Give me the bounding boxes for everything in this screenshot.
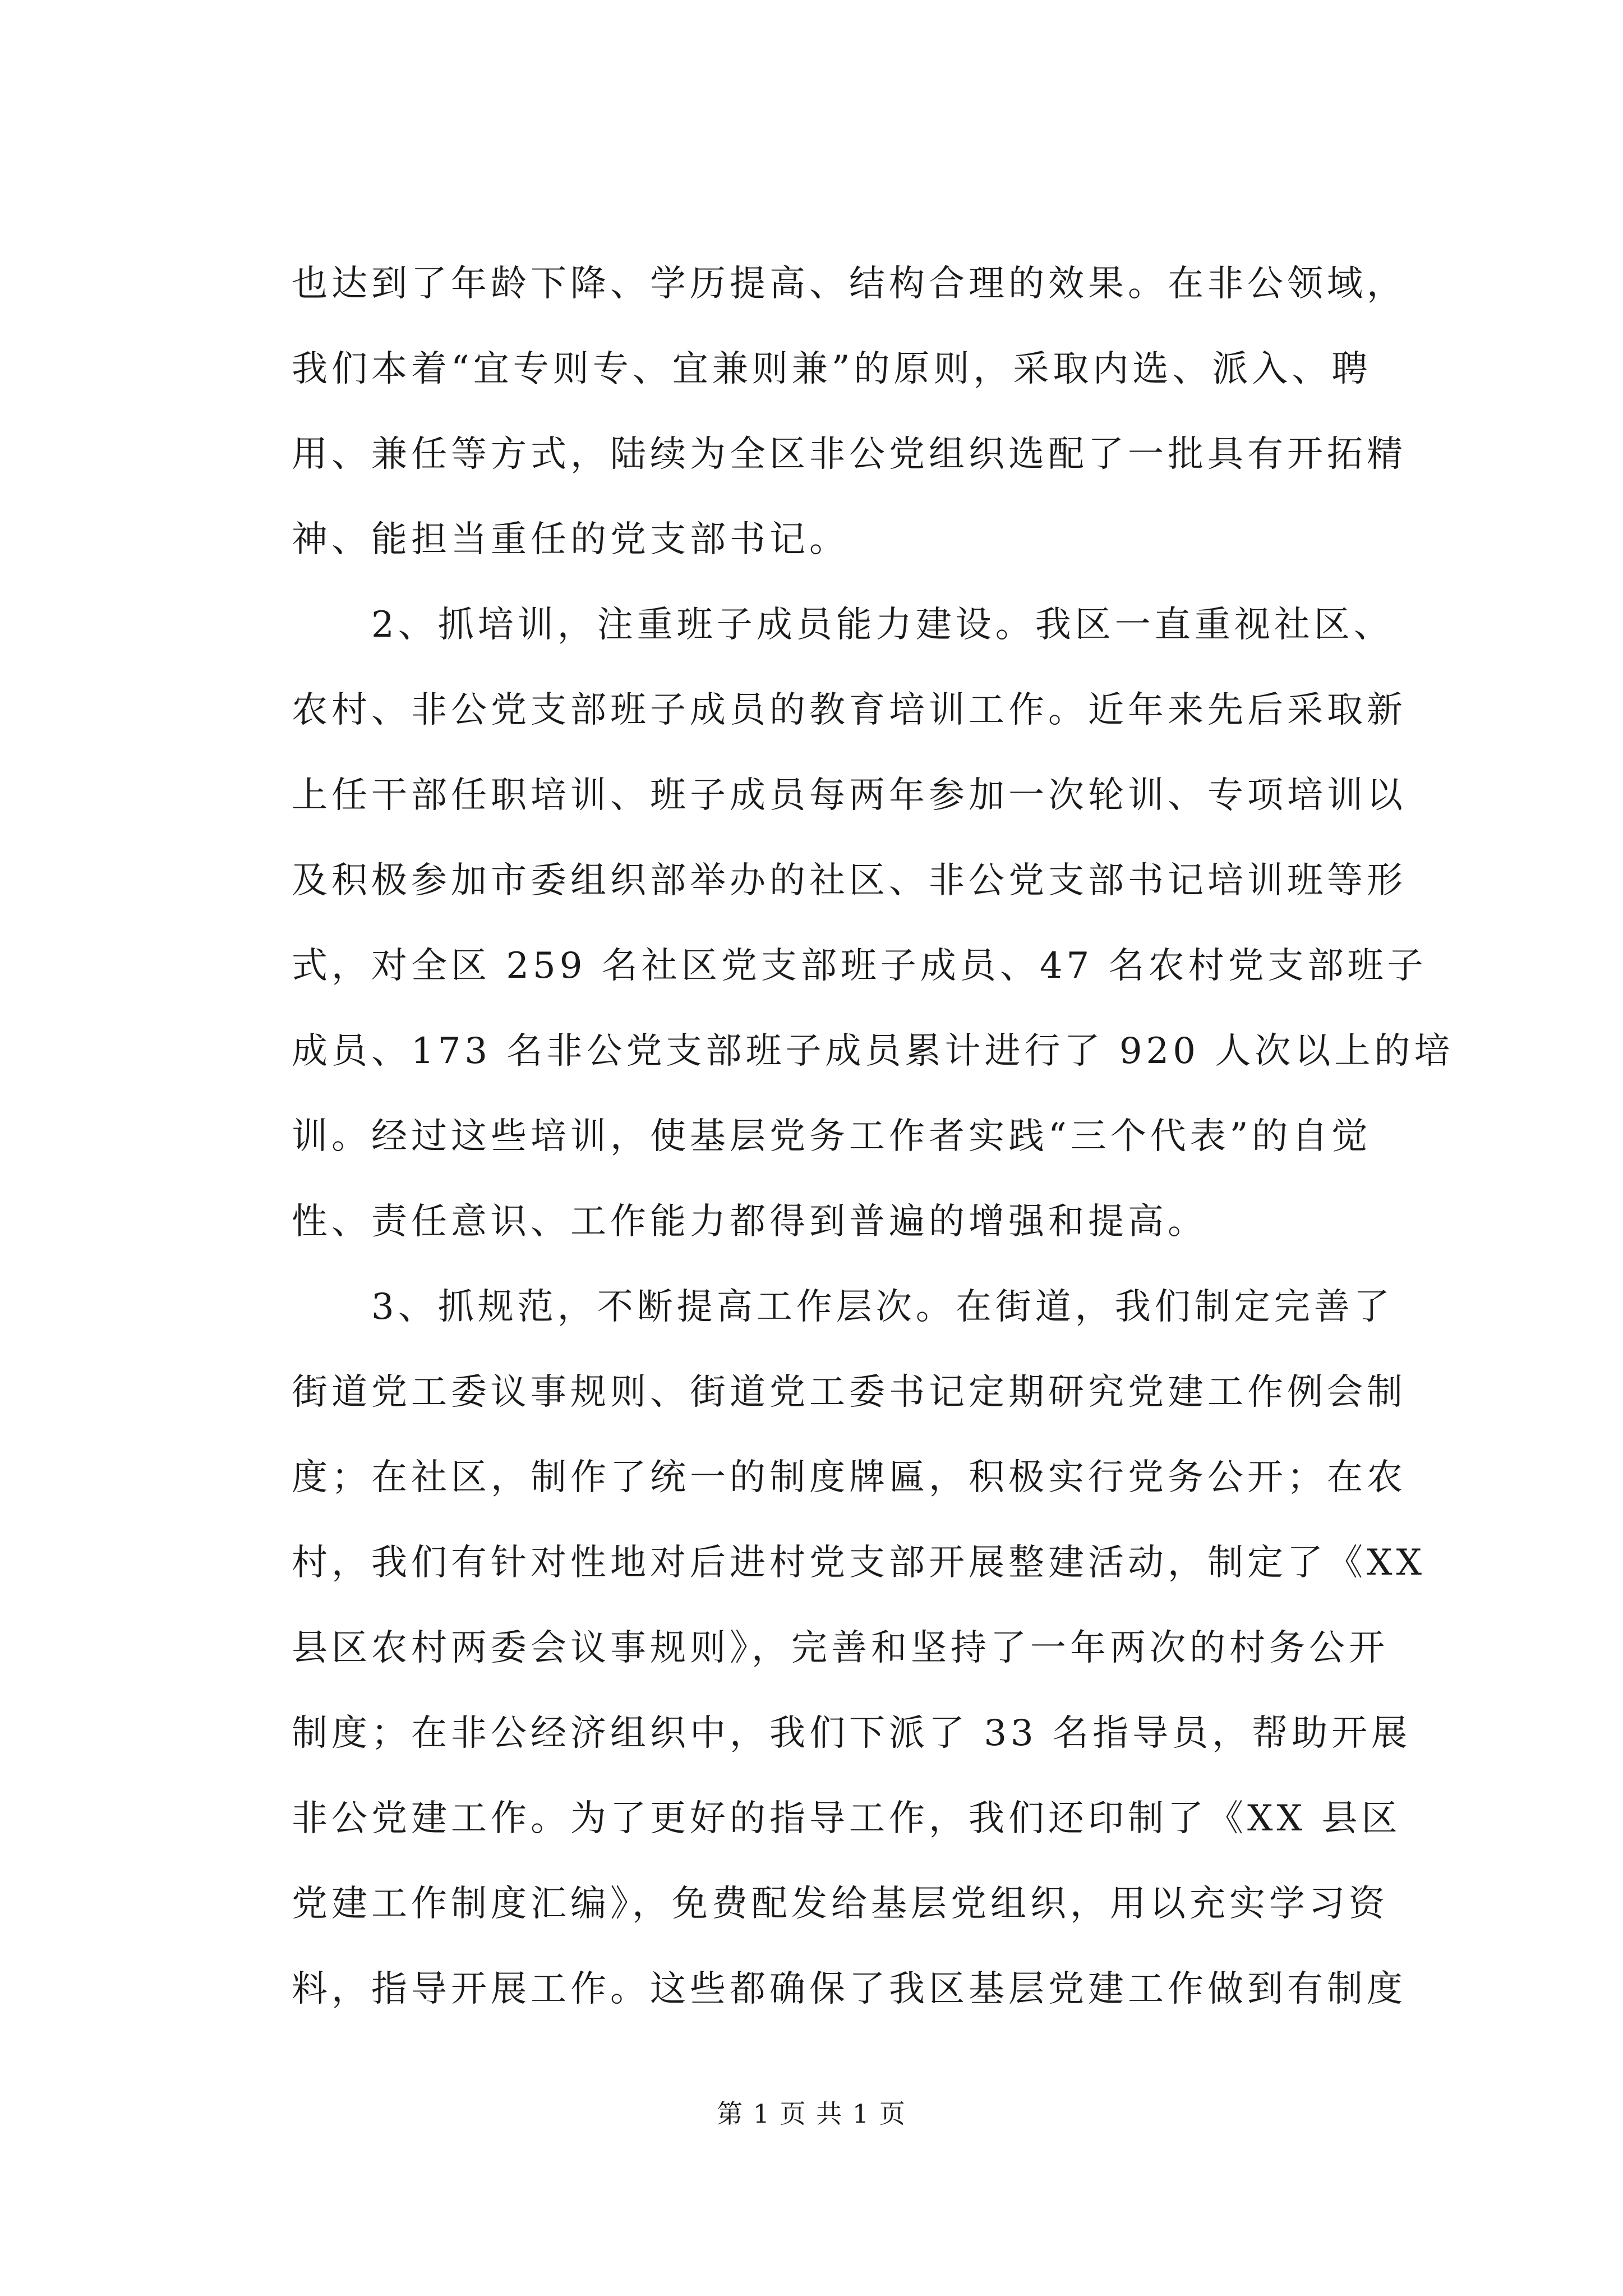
text-line: 3、抓规范，不断提高工作层次。在街道，我们制定完善了: [292, 1286, 1394, 1328]
page-number-footer: 第 1 页 共 1 页: [717, 2099, 906, 2129]
text-line: 非公党建工作。为了更好的指导工作，我们还印制了《XX 县区: [292, 1798, 1401, 1839]
text-line: 神、能担当重任的党支部书记。: [292, 519, 849, 560]
text-line: 农村、非公党支部班子成员的教育培训工作。近年来先后采取新: [292, 689, 1407, 731]
text-line: 性、责任意识、工作能力都得到普遍的增强和提高。: [292, 1201, 1207, 1243]
text-line: 也达到了年龄下降、学历提高、结构合理的效果。在非公领域，: [292, 263, 1407, 305]
text-line: 街道党工委议事规则、街道党工委书记定期研究党建工作例会制: [292, 1372, 1407, 1413]
text-line: 制度；在非公经济组织中，我们下派了 33 名指导员，帮助开展: [292, 1713, 1412, 1754]
text-line: 用、兼任等方式，陆续为全区非公党组织选配了一批具有开拓精: [292, 434, 1407, 475]
text-line: 党建工作制度汇编》，免费配发给基层党组织，用以充实学习资: [292, 1883, 1389, 1925]
text-line: 我们本着“宜专则专、宜兼则兼”的原则，采取内选、派入、聘: [292, 348, 1372, 390]
text-line: 成员、173 名非公党支部班子成员累计进行了 920 人次以上的培: [292, 1030, 1454, 1072]
text-line: 训。经过这些培训，使基层党务工作者实践“三个代表”的自觉: [292, 1116, 1372, 1157]
text-line: 度；在社区，制作了统一的制度牌匾，积极实行党务公开；在农: [292, 1457, 1407, 1498]
text-line: 村，我们有针对性地对后进村党支部开展整建活动，制定了《XX: [292, 1542, 1426, 1584]
text-line: 式，对全区 259 名社区党支部班子成员、47 名农村党支部班子: [292, 945, 1427, 987]
text-line: 料，指导开展工作。这些都确保了我区基层党建工作做到有制度: [292, 1968, 1407, 2010]
text-line: 及积极参加市委组织部举办的社区、非公党支部书记培训班等形: [292, 860, 1407, 901]
body-text: [292, 241, 1454, 2032]
text-line: 县区农村两委会议事规则》，完善和坚持了一年两次的村务公开: [292, 1627, 1389, 1669]
text-line: 上任干部任职培训、班子成员每两年参加一次轮训、专项培训以: [292, 775, 1407, 816]
text-line: 2、抓培训，注重班子成员能力建设。我区一直重视社区、: [292, 604, 1394, 646]
